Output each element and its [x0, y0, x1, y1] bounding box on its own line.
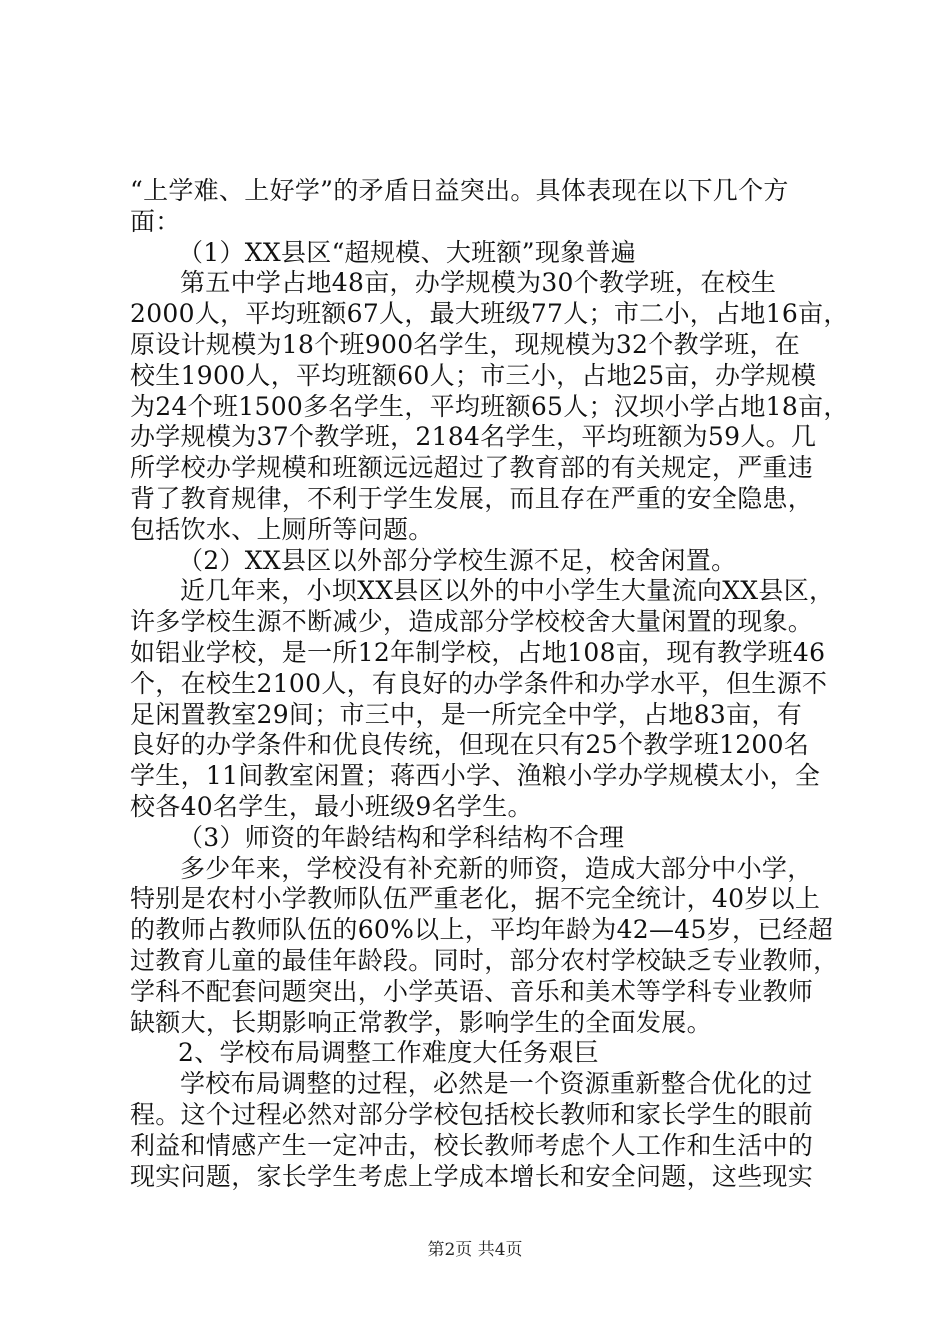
page-indicator: 第2页 共4页 — [427, 1240, 523, 1260]
text-line: 现实问题，家长学生考虑上学成本增长和安全问题，这些现实 — [130, 1161, 814, 1191]
text-line: “上学难、上好学”的矛盾日益突出。具体表现在以下几个方 — [130, 176, 789, 205]
text-line: 特别是农村小学教师队伍严重老化，据不完全统计，40岁以上 — [130, 884, 821, 914]
text-line: 过教育儿童的最佳年龄段。同时，部分农村学校缺乏专业教师， — [130, 945, 839, 975]
text-line: 良好的办学条件和优良传统，但现在只有25个教学班1200名 — [130, 730, 810, 760]
text-line: 校生1900人，平均班额60人；市三小，占地25亩，办学规模 — [130, 360, 817, 390]
document-body — [130, 176, 849, 1192]
text-line: 学科不配套问题突出，小学英语、音乐和美术等学科专业教师 — [130, 976, 814, 1006]
text-line: 面： — [130, 206, 181, 236]
text-line: 包括饮水、上厕所等问题。 — [130, 514, 434, 544]
section-heading: （2）XX县区以外部分学校生源不足，校舍闲置。 — [178, 545, 737, 575]
text-line: 许多学校生源不断减少，造成部分学校校舍大量闲置的现象。 — [130, 607, 814, 637]
text-line: 缺额大，长期影响正常教学，影响学生的全面发展。 — [130, 1007, 712, 1037]
section-heading: 2、学校布局调整工作难度大任务艰巨 — [178, 1038, 600, 1068]
section-heading: （3）师资的年龄结构和学科结构不合理 — [178, 822, 625, 852]
text-line: 校各40名学生，最小班级9名学生。 — [130, 791, 533, 821]
text-line: 个，在校生2100人，有良好的办学条件和办学水平，但生源不 — [130, 668, 828, 698]
paragraph-start: 第五中学占地48亩，办学规模为30个教学班，在校生 — [180, 268, 777, 298]
text-line: 背了教育规律，不利于学生发展，而且存在严重的安全隐患， — [130, 483, 814, 513]
section-heading: （1）XX县区“超规模、大班额”现象普遍 — [178, 237, 637, 267]
text-line: 2000人，平均班额67人，最大班级77人；市二小，占地16亩， — [130, 299, 849, 329]
text-line: 的教师占教师队伍的60%以上，平均年龄为42—45岁，已经超 — [130, 915, 834, 945]
paragraph-start: 近几年来，小坝XX县区以外的中小学生大量流向XX县区， — [180, 576, 835, 606]
text-line: 如铝业学校，是一所12年制学校，占地108亩，现有教学班46 — [130, 637, 826, 667]
text-line: 原设计规模为18个班900名学生，现规模为32个教学班，在 — [130, 329, 801, 359]
text-line: 学生，11间教室闲置；蒋西小学、渔粮小学办学规模太小，全 — [130, 761, 821, 791]
text-line: 所学校办学规模和班额远远超过了教育部的有关规定，严重违 — [130, 453, 814, 483]
paragraph-start: 多少年来，学校没有补充新的师资，造成大部分中小学， — [180, 853, 813, 883]
paragraph-start: 学校布局调整的过程，必然是一个资源重新整合优化的过 — [180, 1069, 813, 1099]
text-line: 办学规模为37个教学班，2184名学生，平均班额为59人。几 — [130, 422, 817, 452]
text-line: 为24个班1500多名学生，平均班额65人；汉坝小学占地18亩， — [130, 391, 849, 421]
text-line: 程。这个过程必然对部分学校包括校长教师和家长学生的眼前 — [130, 1099, 814, 1129]
text-line: 足闲置教室29间；市三中，是一所完全中学，占地83亩，有 — [130, 699, 803, 729]
text-line: 利益和情感产生一定冲击，校长教师考虑个人工作和生活中的 — [130, 1130, 814, 1160]
